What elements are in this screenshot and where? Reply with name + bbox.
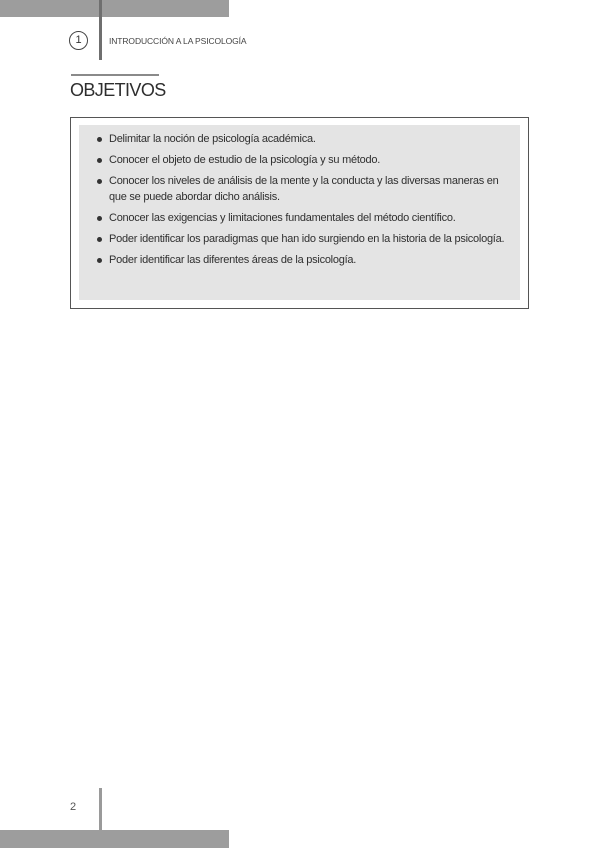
objectives-box (70, 117, 529, 309)
bullet-icon (97, 216, 102, 221)
objective-item (89, 152, 510, 168)
chapter-number-badge: 1 (69, 31, 88, 50)
objective-item (89, 252, 510, 268)
bullet-icon (97, 179, 102, 184)
objectives-list (79, 125, 520, 268)
bullet-icon (97, 258, 102, 263)
objective-item (89, 231, 510, 247)
objective-text: Conocer los niveles de análisis de la mente y la conducta y las diversas maneras en que se puede abordar dicho análisis. (109, 175, 499, 203)
bottom-decorative-band (0, 830, 229, 848)
objective-text: Poder identificar las diferentes áreas de la psicología. (109, 254, 357, 266)
running-header-title: INTRODUCCIÓN A LA PSICOLOGÍA (109, 36, 247, 46)
objectives-shaded-panel (79, 125, 520, 300)
objective-item (89, 173, 510, 205)
section-title: OBJETIVOS (70, 80, 166, 100)
bullet-icon (97, 158, 102, 163)
bullet-icon (97, 137, 102, 142)
objective-text: Poder identificar los paradigmas que han ido surgiendo en la historia de la psicología. (109, 233, 505, 245)
objective-text: Conocer las exigencias y limitaciones fundamentales del método científico. (109, 212, 456, 224)
top-decorative-band (0, 0, 229, 17)
page-number: 2 (70, 801, 77, 813)
objective-item (89, 131, 510, 147)
objective-text: Delimitar la noción de psicología académica. (109, 133, 316, 145)
objective-text: Conocer el objeto de estudio de la psicología y su método. (109, 154, 381, 166)
bullet-icon (97, 237, 102, 242)
header-vertical-rule (99, 0, 102, 60)
section-title-rule (71, 74, 159, 76)
objective-item (89, 210, 510, 226)
